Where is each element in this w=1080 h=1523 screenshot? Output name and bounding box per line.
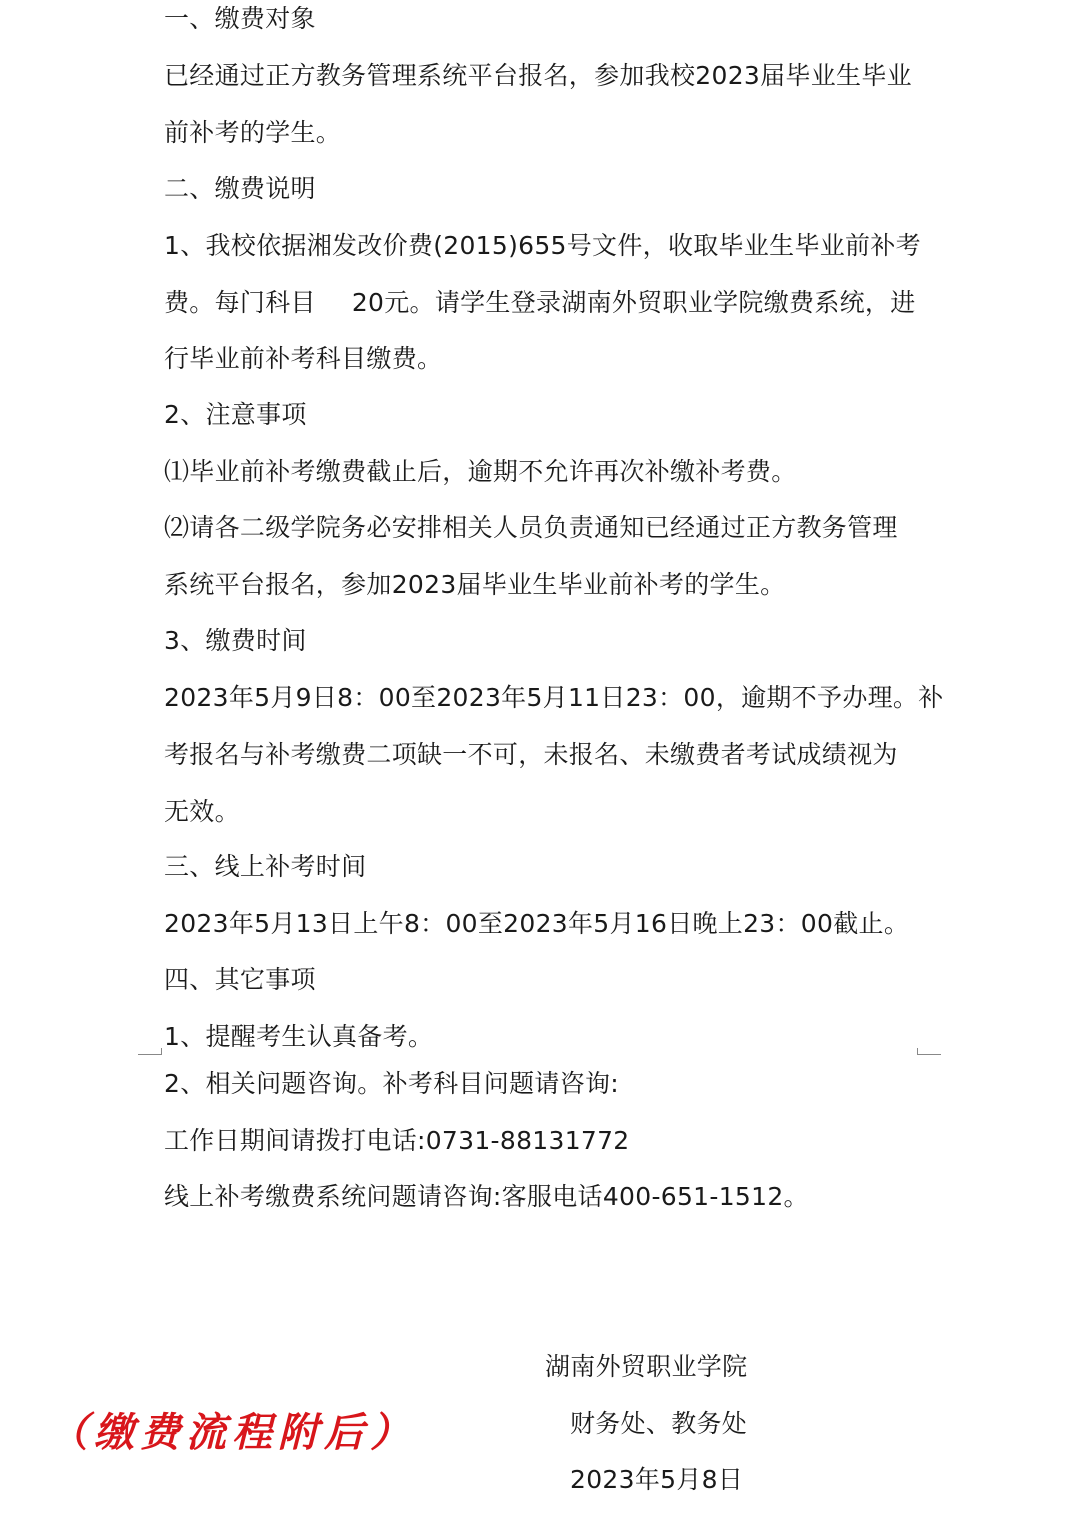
paragraph-line: 行毕业前补考科目缴费。	[164, 344, 443, 373]
paragraph-line: 系统平台报名，参加2023届毕业生毕业前补考的学生。	[164, 570, 786, 599]
paragraph-line: 2023年5月9日8：00至2023年5月11日23：00，逾期不予办理。补	[164, 683, 944, 712]
page-corner-mark-left	[138, 1054, 162, 1055]
handwritten-note: （缴费流程附后）	[48, 1409, 416, 1456]
signature-department: 财务处、教务处	[570, 1409, 748, 1438]
section-heading-online-exam-time: 三、线上补考时间	[164, 852, 367, 881]
section-heading-other-matters: 四、其它事项	[164, 965, 316, 994]
paragraph-line: 考报名与补考缴费二项缺一不可，未报名、未缴费者考试成绩视为	[164, 740, 898, 769]
paragraph-line: 2023年5月13日上午8：00至2023年5月16日晚上23：00截止。	[164, 909, 910, 938]
page-corner-tick-left	[161, 1048, 162, 1054]
paragraph-line: 1、我校依据湘发改价费(2015)655号文件，收取毕业生毕业前补考	[164, 231, 921, 260]
paragraph-line: 前补考的学生。	[164, 118, 342, 147]
paragraph-line: 2、相关问题咨询。补考科目问题请咨询:	[164, 1069, 620, 1098]
section-heading-payment-description: 二、缴费说明	[164, 174, 316, 203]
signature-organization: 湖南外贸职业学院	[545, 1352, 748, 1381]
paragraph-line	[164, 286, 924, 320]
paragraph-fragment: 费。每门科目	[164, 288, 316, 317]
subheading-payment-time: 3、缴费时间	[164, 626, 307, 655]
subheading-notes: 2、注意事项	[164, 400, 307, 429]
paragraph-line: 无效。	[164, 797, 240, 826]
contact-service-line: 线上补考缴费系统问题请咨询:客服电话400-651-1512。	[164, 1182, 809, 1211]
paragraph-fragment: 20元。请学生登录湖南外贸职业学院缴费系统，进	[351, 288, 916, 317]
paragraph-line: ⑴毕业前补考缴费截止后，逾期不允许再次补缴补考费。	[164, 457, 797, 486]
signature-date: 2023年5月8日	[570, 1465, 744, 1494]
paragraph-line: 已经通过正方教务管理系统平台报名，参加我校2023届毕业生毕业	[164, 61, 912, 90]
paragraph-line: 1、提醒考生认真备考。	[164, 1022, 434, 1051]
paragraph-line: ⑵请各二级学院务必安排相关人员负责通知已经通过正方教务管理	[164, 513, 898, 542]
page-corner-tick-right	[917, 1048, 918, 1054]
section-heading-payment-target: 一、缴费对象	[164, 4, 316, 33]
page-corner-mark-right	[917, 1054, 941, 1055]
contact-phone-line: 工作日期间请拨打电话:0731-88131772	[164, 1126, 630, 1155]
